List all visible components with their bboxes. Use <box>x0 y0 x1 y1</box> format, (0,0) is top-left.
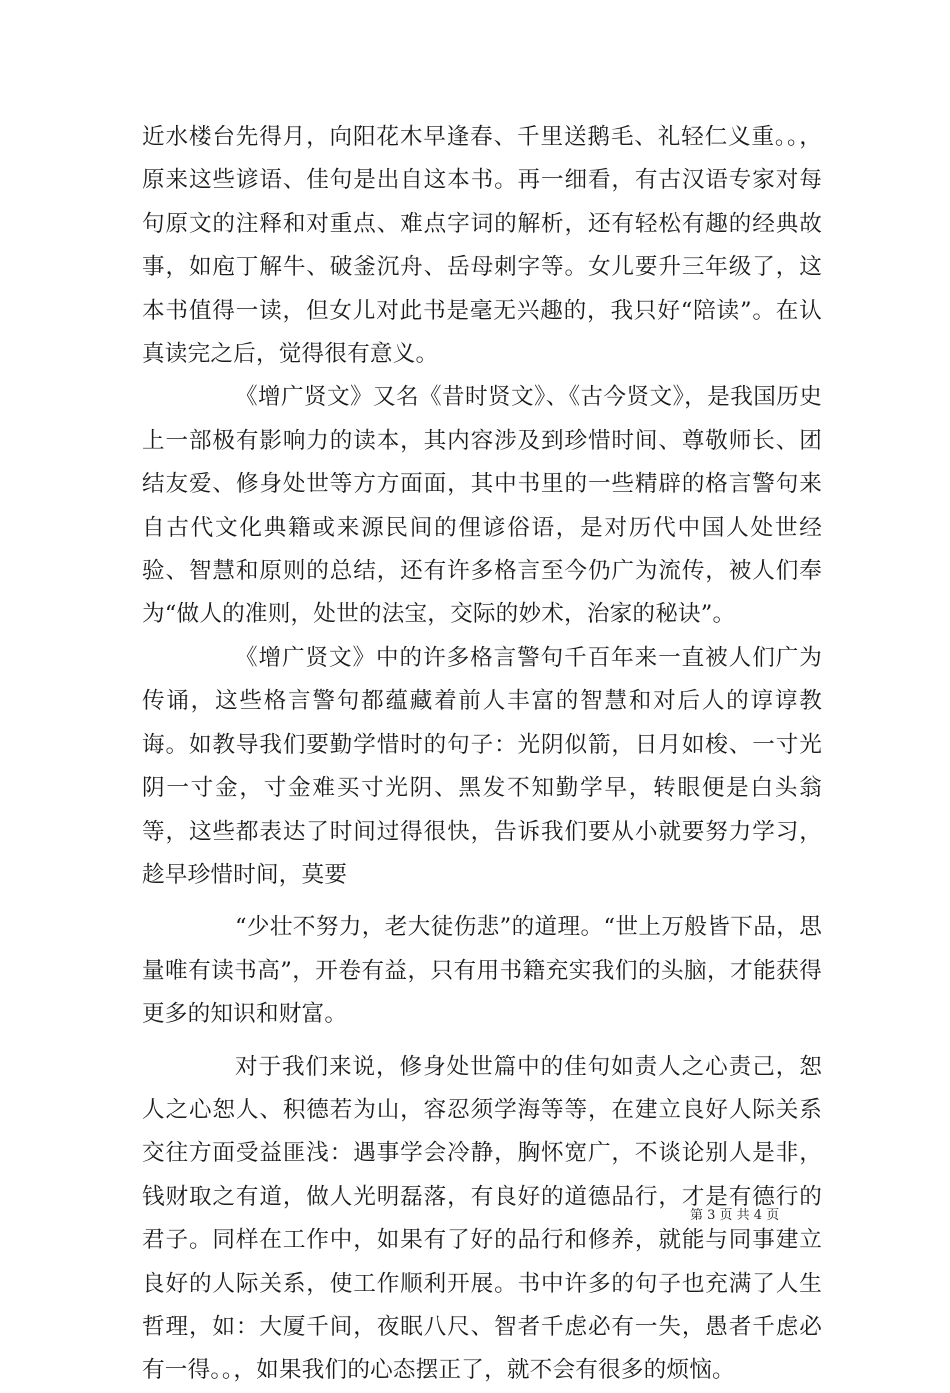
document-body <box>142 116 822 1393</box>
paragraph-4: “少壮不努力，老大徒伤悲”的道理。“世上万般皆下品，思量唯有读书高”，开卷有益，只有用书籍充实我们的头脑，才能获得更多的知识和财富。 <box>142 914 822 1028</box>
paragraph-2: 《增广贤文》又名《昔时贤文》、《古今贤文》，是我国历史上一部极有影响力的读本，其内容涉及到珍惜时间、尊敬师长、团结友爱、修身处世等方方面面，其中书里的一些精辟的格言警句来自古代文化典籍或来源民间的俚谚俗语，是对历代中国人处世经验、智慧和原则的总结，还有许多格言至今仍广为流传，被人们奉为“做人的准则，处世的法宝，交际的妙术，治家的秘诀”。 <box>142 384 822 628</box>
paragraph-1: 近水楼台先得月，向阳花木早逢春、千里送鹅毛、礼轻仁义重。。，原来这些谚语、佳句是出自这本书。再一细看，有古汉语专家对每句原文的注释和对重点、难点字词的解析，还有轻松有趣的经典故事，如庖丁解牛、破釜沉舟、岳母刺字等。女儿要升三年级了，这本书值得一读，但女儿对此书是毫无兴趣的，我只好“陪读”。在认真读完之后，觉得很有意义。 <box>142 124 822 368</box>
page-number-footer: 第 3 页 共 4 页 <box>690 1208 780 1223</box>
paragraph-5: 对于我们来说，修身处世篇中的佳句如责人之心责己，恕人之心恕人、积德若为山，容忍须学海等等，在建立良好人际关系交往方面受益匪浅：遇事学会冷静，胸怀宽广，不谈论别人是非，钱财取之有道，做人光明磊落，有良好的道德品行，才是有德行的君子。同样在工作中，如果有了好的品行和修养，就能与同事建立良好的人际关系，使工作顺利开展。书中许多的句子也充满了人生哲理，如：大厦千间，夜眠八尺、智者千虑必有一失，愚者千虑必有一得。。，如果我们的心态摆正了，就不会有很多的烦恼。 <box>142 1053 822 1384</box>
paragraph-3: 《增广贤文》中的许多格言警句千百年来一直被人们广为传诵，这些格言警句都蕴藏着前人丰富的智慧和对后人的谆谆教诲。如教导我们要勤学惜时的句子：光阴似箭，日月如梭、一寸光阴一寸金，寸金难买寸光阴、黑发不知勤学早，转眼便是白头翁等，这些都表达了时间过得很快，告诉我们要从小就要努力学习，趁早珍惜时间，莫要 <box>142 644 822 888</box>
